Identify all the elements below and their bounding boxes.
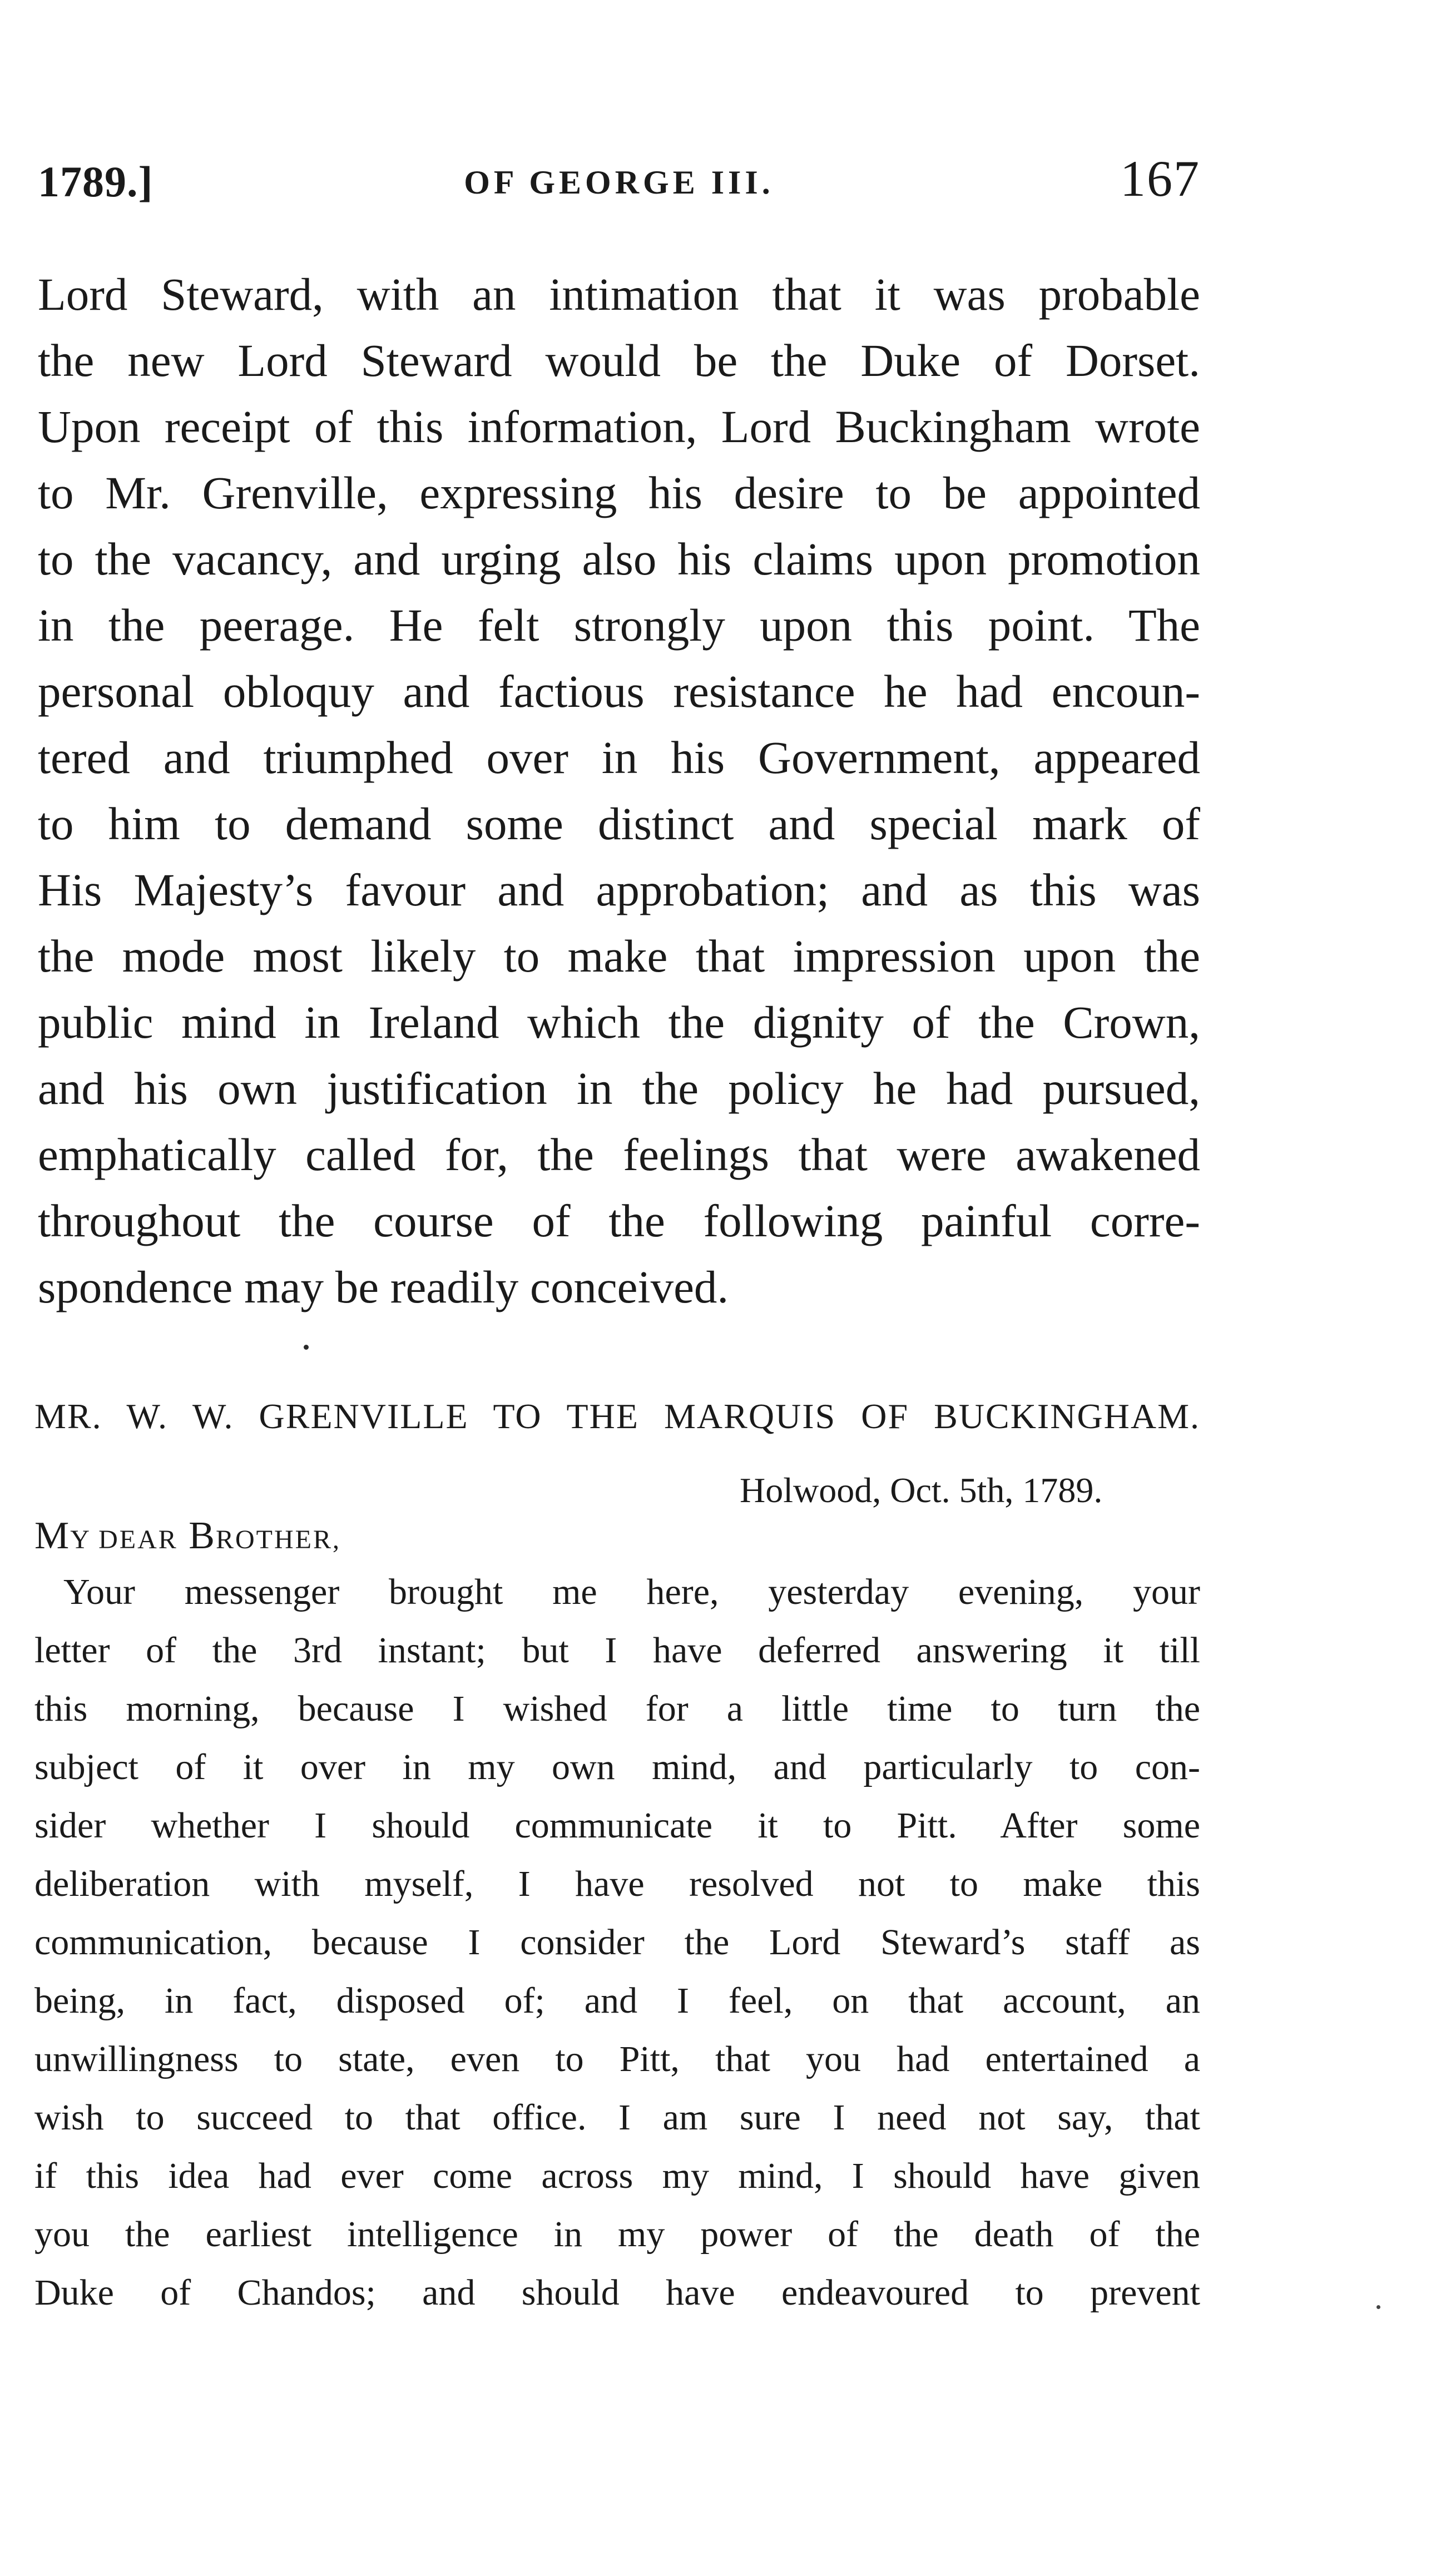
paragraph-line: to Mr. Grenville, expressing his desire to be appointed [38,467,1200,518]
letter-line: letter of the 3rd instant; but I have deferred answering it till [34,1630,1200,1671]
narrative-paragraph [38,261,1200,1320]
paragraph-line: personal obloquy and factious resistance he had encoun- [38,666,1200,717]
paragraph-line: tered and triumphed over in his Government, appeared [38,732,1200,783]
letter-line: Duke of Chandos; and should have endeavoured to prevent [34,2272,1200,2313]
salutation-initial: B [189,1514,216,1557]
letter-line: sider whether I should communicate it to Pitt. After some [34,1805,1200,1846]
salutation-small-caps: Y DEAR [70,1525,178,1554]
running-header [38,150,1200,218]
letter-dateline: Holwood, Oct. 5th, 1789. [740,1470,1103,1510]
letter-line: wish to succeed to that office. I am sure I need not say, that [34,2097,1200,2138]
letter-line: deliberation with myself, I have resolved not to make this [34,1864,1200,1904]
paragraph-line: in the peerage. He felt strongly upon this point. The [38,600,1200,651]
paragraph-line: Lord Steward, with an intimation that it was probable [38,269,1200,320]
page-number: 167 [1120,150,1200,207]
letter-heading: MR. W. W. GRENVILLE TO THE MARQUIS OF BUCKINGHAM. [34,1396,1200,1436]
letter-line: subject of it over in my own mind, and particularly to con- [34,1747,1200,1787]
print-speck [1376,2305,1380,2309]
paragraph-line: Upon receipt of this information, Lord Buckingham wrote [38,401,1200,452]
letter-line: communication, because I consider the Lord Steward’s staff as [34,1922,1200,1963]
letter-body [34,1563,1200,2322]
header-year: 1789.] [38,157,153,206]
letter-line: this morning, because I wished for a little time to turn the [34,1688,1200,1729]
paragraph-line: emphatically called for, the feelings that were awakened [38,1129,1200,1180]
salutation-small-caps: ROTHER, [216,1525,341,1554]
letter-line: Your messenger brought me here, yesterday evening, your [63,1572,1200,1612]
paragraph-line: and his own justification in the policy he had pursued, [38,1063,1200,1114]
letter-line: being, in fact, disposed of; and I feel, on that account, an [34,1980,1200,2021]
paragraph-line: spondence may be readily conceived. [38,1261,729,1312]
letter-line: if this idea had ever come across my mind, I should have given [34,2156,1200,2196]
paragraph-line: His Majesty’s favour and approbation; and as this was [38,864,1200,915]
header-running-title: OF GEORGE III. [464,164,774,201]
letter-line: unwillingness to state, even to Pitt, that you had entertained a [34,2039,1200,2079]
salutation-initial: M [34,1514,71,1557]
paragraph-line: the mode most likely to make that impression upon the [38,930,1200,982]
letter-salutation [34,1508,341,1568]
paragraph-line: to him to demand some distinct and special mark of [38,798,1200,849]
letter-line: you the earliest intelligence in my power of the death of the [34,2214,1200,2255]
paragraph-line: to the vacancy, and urging also his claims upon promotion [38,533,1200,584]
paragraph-line: throughout the course of the following painful corre- [38,1195,1200,1246]
paragraph-line: the new Lord Steward would be the Duke of Dorset. [38,335,1200,386]
paragraph-line: public mind in Ireland which the dignity of the Crown, [38,997,1200,1048]
print-speck [304,1345,309,1350]
